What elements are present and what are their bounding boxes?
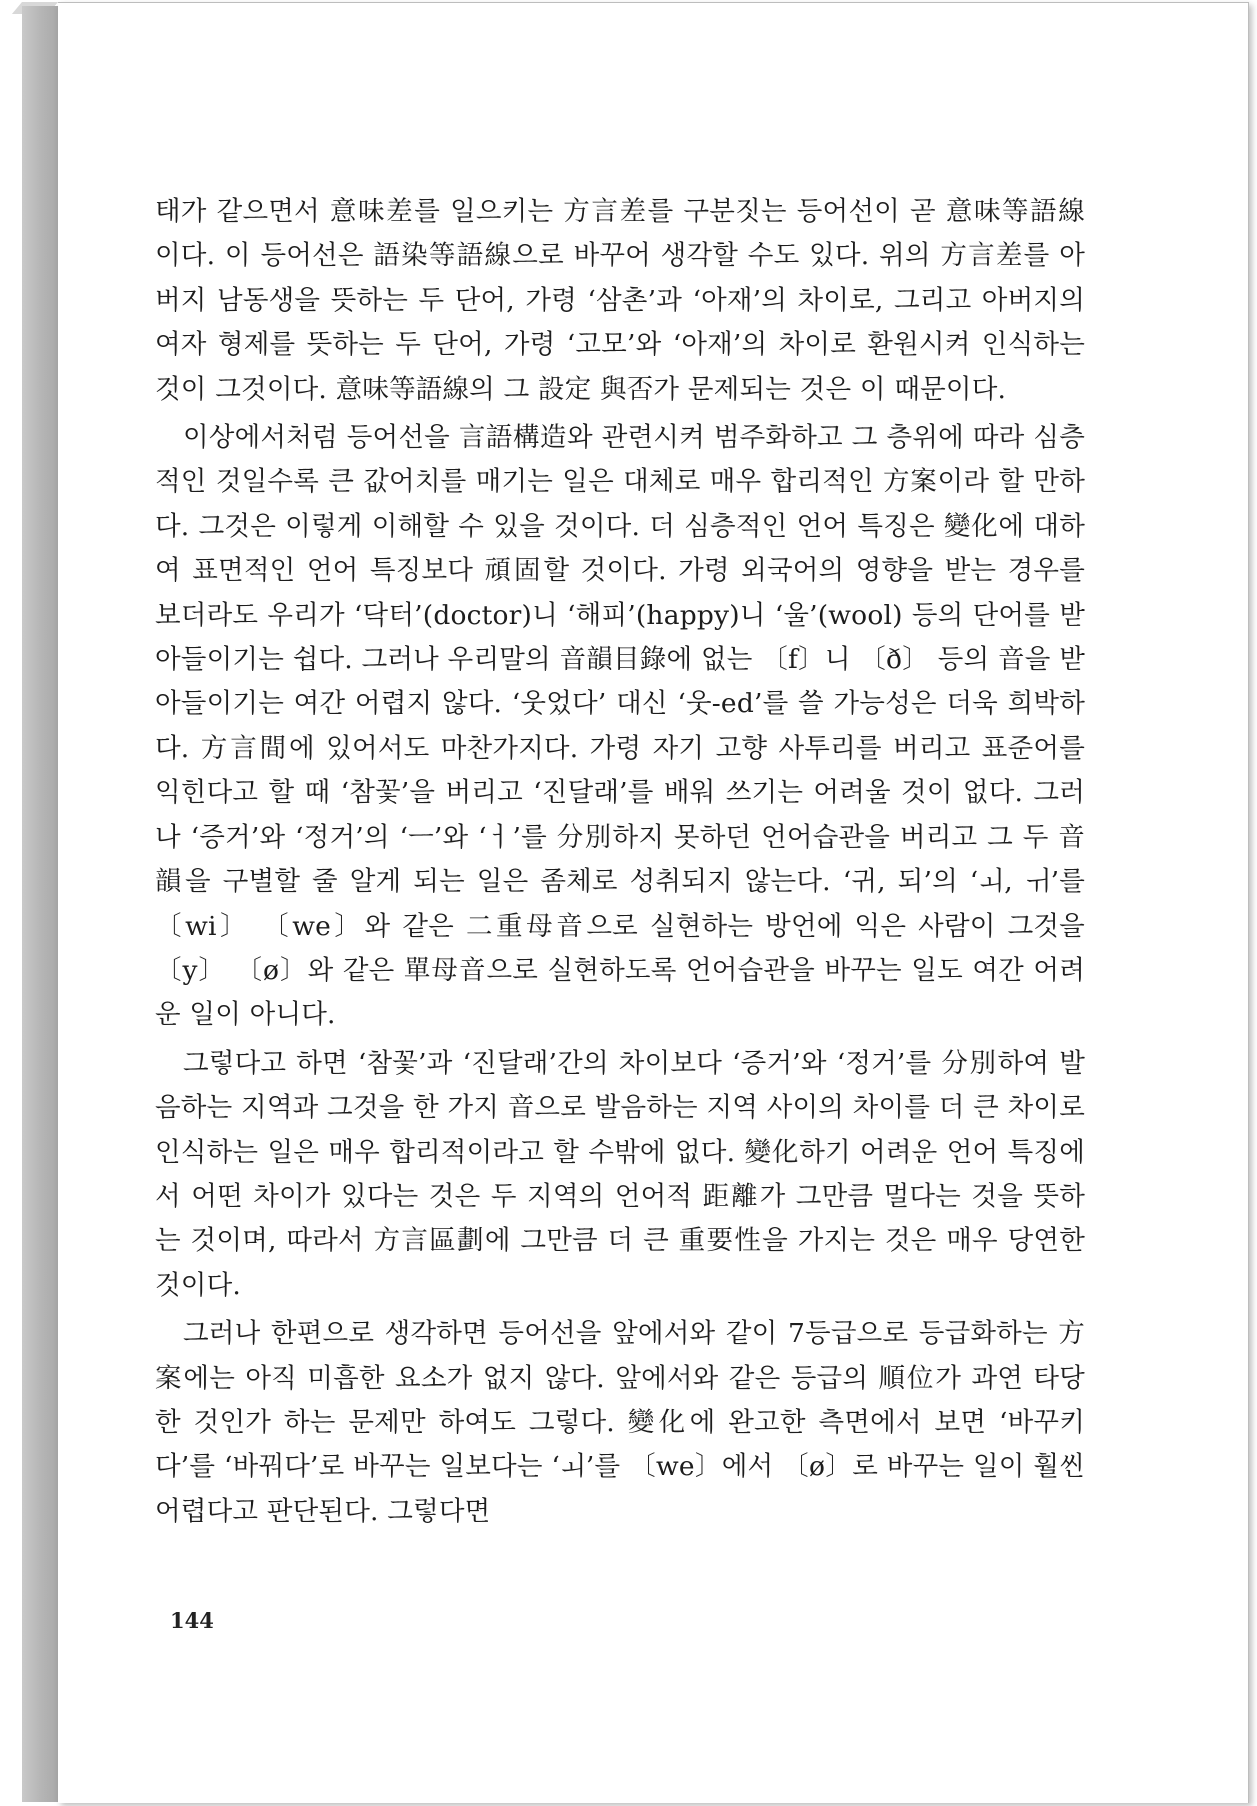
paragraph-1: 태가 같으면서 意味差를 일으키는 方言差를 구분짓는 등어선이 곧 意味等語線이다. 이 등어선은 語染等語線으로 바꾸어 생각할 수도 있다. 위의 方言差를 아버지 남동생을 뜻하는 두 단어, 가령 ‘삼촌’과 ‘아재’의 차이로, 그리고 아버지의 여자 형제를 뜻하는 두 단어, 가령 ‘고모’와 ‘아재’의 차이로 환원시켜 인식하는 것이 그것이다. 意味等語線의 그 設定 與否가 문제되는 것은 이 때문이다. bbox=[155, 196, 1085, 405]
paragraph-3: 그렇다고 하면 ‘참꽃’과 ‘진달래’간의 차이보다 ‘증거’와 ‘정거’를 分別하여 발음하는 지역과 그것을 한 가지 音으로 발음하는 지역 사이의 차이를 더 큰 차이로 인식하는 일은 매우 합리적이라고 할 수밖에 없다. 變化하기 어려운 언어 특징에서 어떤 차이가 있다는 것은 두 지역의 언어적 距離가 그만큼 멀다는 것을 뜻하는 것이며, 따라서 方言區劃에 그만큼 더 큰 重要性을 가지는 것은 매우 당연한 것이다. bbox=[155, 1047, 1085, 1301]
paragraph-2: 이상에서처럼 등어선을 言語構造와 관련시켜 범주화하고 그 층위에 따라 심층적인 것일수록 큰 값어치를 매기는 일은 대체로 매우 합리적인 方案이라 할 만하다. 그것은 이렇게 이해할 수 있을 것이다. 더 심층적인 언어 특징은 變化에 대하여 표면적인 언어 특징보다 頑固할 것이다. 가령 외국어의 영향을 받는 경우를 보더라도 우리가 ‘닥터’(doctor)니 ‘해피’(happy)니 ‘울’(wool) 등의 단어를 받아들이기는 쉽다. 그러나 우리말의 音韻目錄에 없는 〔f〕니 〔ð〕 등의 音을 받아들이기는 여간 어렵지 않다. ‘웃었다’ 대신 ‘웃-ed’를 쓸 가능성은 더욱 희박하다. 方言間에 있어서도 마찬가지다. 가령 자기 고향 사투리를 버리고 표준어를 익힌다고 할 때 ‘참꽃’을 버리고 ‘진달래’를 배워 쓰기는 어려울 것이 없다. 그러나 ‘증거’와 ‘정거’의 ‘ㅡ’와 ‘ㅓ’를 分別하지 못하던 언어습관을 버리고 그 두 音韻을 구별할 줄 알게 되는 일은 좀체로 성취되지 않는다. ‘귀, 되’의 ‘ㅚ, ㅟ’를 〔wi〕 〔we〕와 같은 二重母音으로 실현하는 방언에 익은 사람이 그것을 〔y〕 〔ø〕와 같은 單母音으로 실현하도록 언어습관을 바꾸는 일도 여간 어려운 일이 아니다. bbox=[155, 422, 1085, 1031]
body-text bbox=[155, 190, 1085, 1534]
page-number: 144 bbox=[170, 1608, 214, 1633]
book-spine bbox=[22, 6, 59, 1802]
paragraph-4: 그러나 한편으로 생각하면 등어선을 앞에서와 같이 7등급으로 등급화하는 方案에는 아직 미흡한 요소가 없지 않다. 앞에서와 같은 등급의 順位가 과연 타당한 것인가 하는 문제만 하여도 그렇다. 變化에 완고한 측면에서 보면 ‘바꾸키다’를 ‘바꿔다’로 바꾸는 일보다는 ‘ㅚ’를 〔we〕에서 〔ø〕로 바꾸는 일이 훨씬 어렵다고 판단된다. 그렇다면 bbox=[155, 1318, 1085, 1527]
